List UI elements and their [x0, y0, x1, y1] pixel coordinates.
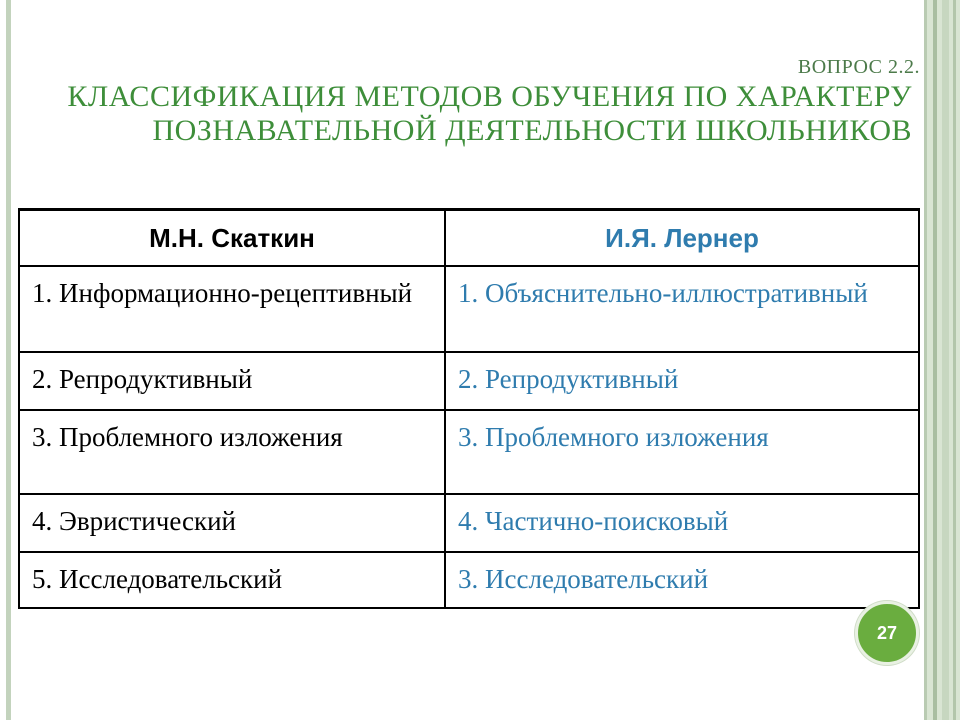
- lerner-method-1: 1. Объяснительно-иллюстративный: [445, 266, 919, 352]
- page-number-badge: 27: [855, 601, 919, 665]
- left-decorative-rule: [6, 0, 11, 720]
- skatkin-method-4: 4. Эвристический: [19, 494, 445, 552]
- lerner-method-4: 4. Частично-поисковый: [445, 494, 919, 552]
- slide-title-line-1: КЛАССИФИКАЦИЯ МЕТОДОВ ОБУЧЕНИЯ ПО ХАРАКТЕРУ: [67, 80, 912, 113]
- methods-classification-table: [18, 208, 920, 609]
- stripe: [942, 0, 949, 720]
- slide-title: [52, 80, 912, 148]
- table-row: [19, 410, 919, 494]
- question-label: ВОПРОС 2.2.: [797, 56, 920, 78]
- stripe: [933, 0, 937, 720]
- skatkin-method-1: 1. Информационно-рецептивный: [19, 266, 445, 352]
- skatkin-method-5: 5. Исследовательский: [19, 552, 445, 608]
- header-lerner: И.Я. Лернер: [445, 210, 919, 267]
- stripe: [924, 0, 927, 720]
- right-decorative-stripes: [924, 0, 960, 720]
- table-row: [19, 352, 919, 410]
- table-header-row: [19, 210, 919, 267]
- slide-title-line-2: ПОЗНАВАТЕЛЬНОЙ ДЕЯТЕЛЬНОСТИ ШКОЛЬНИКОВ: [152, 114, 912, 147]
- table-row: [19, 266, 919, 352]
- skatkin-method-3: 3. Проблемного изложения: [19, 410, 445, 494]
- lerner-method-2: 2. Репродуктивный: [445, 352, 919, 410]
- table-row: [19, 552, 919, 608]
- skatkin-method-2: 2. Репродуктивный: [19, 352, 445, 410]
- header-skatkin: М.Н. Скаткин: [19, 210, 445, 267]
- table-row: [19, 494, 919, 552]
- lerner-method-5: 3. Исследовательский: [445, 552, 919, 608]
- stripe: [953, 0, 956, 720]
- lerner-method-3: 3. Проблемного изложения: [445, 410, 919, 494]
